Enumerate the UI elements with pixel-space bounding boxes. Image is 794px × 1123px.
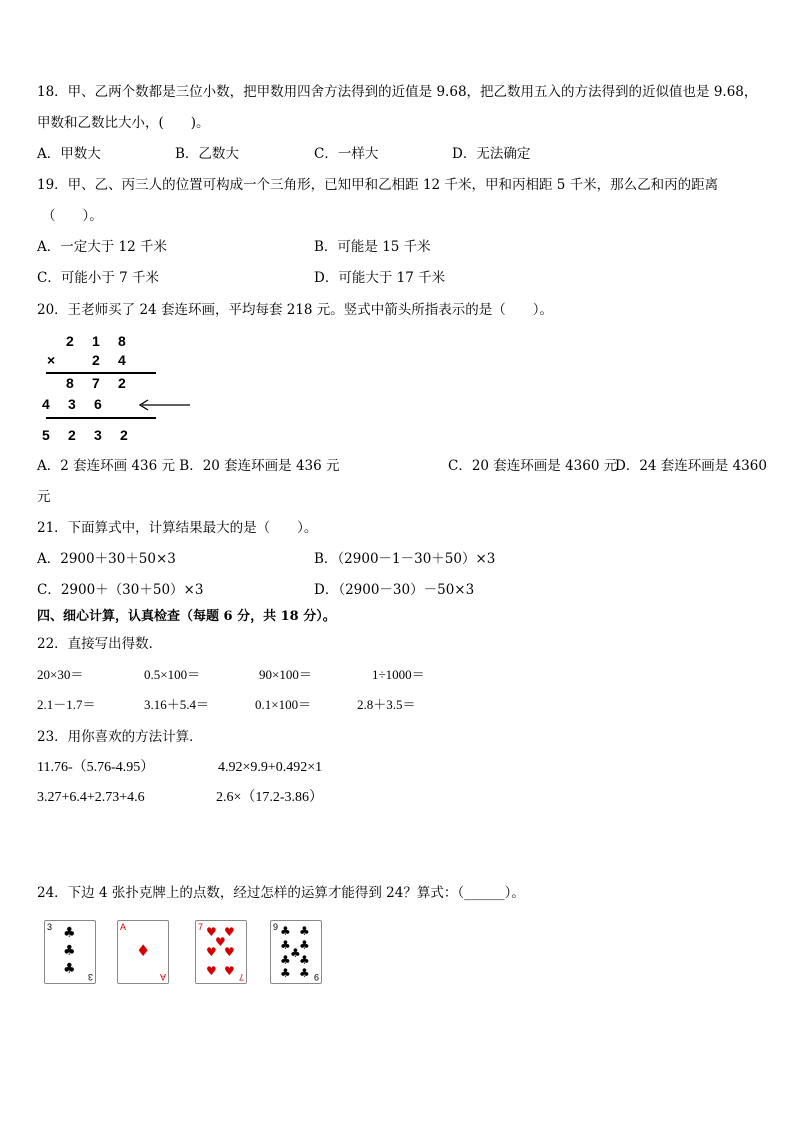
club-icon: ♣ [63, 925, 76, 941]
vm-row-partial-1 [66, 375, 144, 391]
q19-option-c[interactable]: C．可能小于 7 千米 [37, 270, 160, 286]
q20-option-d-wrap: 元 [37, 489, 51, 505]
q19-option-a[interactable]: A．一定大于 12 千米 [37, 239, 168, 255]
q22-item: 3.16＋5.4＝ [144, 697, 210, 712]
q19-option-b[interactable]: B．可能是 15 千米 [314, 239, 431, 255]
club-icon: ♣ [299, 924, 310, 938]
q22-item: 2.8＋3.5＝ [357, 697, 416, 712]
card-rank: A [120, 922, 127, 932]
playing-card-9-clubs [270, 920, 322, 984]
vm-row-partial-2 [42, 396, 120, 412]
club-icon: ♣ [299, 966, 310, 980]
q21-option-c[interactable]: C．2900＋（30＋50）×3 [37, 582, 204, 598]
q22-item: 20×30＝ [37, 667, 84, 682]
vm-digit: 5 [42, 427, 50, 443]
card-rank: A [159, 972, 166, 982]
q19-option-d[interactable]: D．可能大于 17 千米 [314, 270, 446, 286]
vm-digit: 4 [42, 396, 50, 412]
q22-item: 1÷1000＝ [372, 667, 425, 682]
q23-item: 2.6×（17.2-3.86） [216, 790, 324, 805]
diamond-icon: ♦ [136, 941, 151, 960]
q21-option-a[interactable]: A．2900＋30＋50×3 [37, 551, 176, 567]
club-icon: ♣ [299, 953, 310, 967]
club-icon: ♣ [63, 961, 76, 977]
heart-icon: ♥ [224, 945, 235, 959]
vm-digit: 8 [118, 333, 126, 349]
vm-digit: 8 [66, 375, 74, 391]
vm-digit: 4 [118, 352, 126, 368]
heart-icon: ♥ [224, 964, 235, 978]
playing-card-7-hearts [195, 920, 247, 984]
q22-item: 0.1×100＝ [255, 697, 312, 712]
heart-icon: ♥ [206, 945, 217, 959]
q23-item: 4.92×9.9+0.492×1 [218, 760, 323, 775]
q22-item: 0.5×100＝ [144, 667, 201, 682]
arrow-left-icon [136, 398, 192, 412]
q18-option-d[interactable]: D．无法确定 [452, 146, 531, 162]
club-icon: ♣ [280, 924, 291, 938]
vm-digit: 2 [120, 427, 128, 443]
club-icon: ♣ [280, 966, 291, 980]
club-icon: ♣ [290, 946, 301, 960]
club-icon: ♣ [280, 953, 291, 967]
vm-digit: 2 [66, 333, 74, 349]
vm-digit: 6 [94, 396, 102, 412]
q19-stem-line2: （ ）。 [42, 208, 103, 224]
q22-item: 2.1－1.7＝ [37, 697, 96, 712]
vm-digit: 1 [92, 333, 100, 349]
heart-icon: ♥ [215, 935, 226, 949]
q20-option-d[interactable]: D．24 套连环画是 4360 [615, 458, 767, 474]
heart-icon: ♥ [206, 964, 217, 978]
vm-row-multiplier [92, 352, 144, 368]
playing-card-ace-diamonds [117, 920, 169, 984]
q18-stem-line2: 甲数和乙数比大小，( )。 [37, 115, 210, 131]
q21-option-b[interactable]: B．（2900－1－30＋50）×3 [314, 551, 496, 567]
vm-times-sign: × [47, 352, 56, 368]
vm-row-multiplicand [66, 333, 144, 349]
vm-digit: 2 [118, 375, 126, 391]
vm-digit: 3 [94, 427, 102, 443]
q18-option-b[interactable]: B．乙数大 [175, 146, 239, 162]
q18-option-a[interactable]: A．甲数大 [37, 146, 101, 162]
q21-stem: 21．下面算式中，计算结果最大的是（ ）。 [37, 520, 318, 536]
q20-option-c[interactable]: C．20 套连环画是 4360 元 [448, 458, 618, 474]
q24-stem: 24．下边 4 张扑克牌上的点数，经过怎样的运算才能得到 24？算式：（______）。 [37, 885, 525, 901]
playing-card-3-clubs [44, 920, 96, 984]
club-icon: ♣ [280, 938, 291, 952]
q23-item: 11.76-（5.76-4.95） [37, 760, 155, 775]
vm-digit: 3 [68, 396, 76, 412]
vm-digit: 2 [68, 427, 76, 443]
heart-icon: ♥ [224, 925, 235, 939]
q22-item: 90×100＝ [259, 667, 312, 682]
card-rank: 9 [313, 972, 319, 982]
q22-stem: 22．直接写出得数． [37, 636, 163, 652]
q20-option-a-b[interactable]: A．2 套连环画 436 元 B．20 套连环画是 436 元 [37, 458, 340, 474]
q23-stem: 23．用你喜欢的方法计算． [37, 729, 203, 745]
card-rank: 7 [238, 972, 244, 982]
vm-rule-1 [46, 372, 156, 374]
heart-icon: ♥ [206, 925, 217, 939]
section-heading: 四、细心计算，认真检查（每题 6 分，共 18 分）。 [37, 609, 336, 624]
vm-digit: 7 [92, 375, 100, 391]
club-icon: ♣ [299, 938, 310, 952]
card-rank: 3 [87, 972, 93, 982]
card-rank: 3 [47, 922, 53, 932]
card-rank: 7 [198, 922, 204, 932]
vm-row-product [42, 427, 146, 443]
vm-rule-2 [46, 417, 156, 419]
q18-stem-line1: 18．甲、乙两个数都是三位小数，把甲数用四舍方法得到的近值是 9.68，把乙数用五入的方法得到的近似值也是 9.68， [37, 84, 758, 100]
vm-digit: 2 [92, 352, 100, 368]
q23-item: 3.27+6.4+2.73+4.6 [37, 790, 145, 805]
q18-option-c[interactable]: C．一样大 [314, 146, 379, 162]
q19-stem-line1: 19．甲、乙、丙三人的位置可构成一个三角形，已知甲和乙相距 12 千米，甲和丙相距 5 千米，那么乙和丙的距离 [37, 177, 719, 193]
club-icon: ♣ [63, 943, 76, 959]
card-rank: 9 [273, 922, 279, 932]
q20-stem: 20．王老师买了 24 套连环画，平均每套 218 元。竖式中箭头所指表示的是（ ）。 [37, 302, 554, 318]
q21-option-d[interactable]: D．（2900－30）－50×3 [314, 582, 475, 598]
